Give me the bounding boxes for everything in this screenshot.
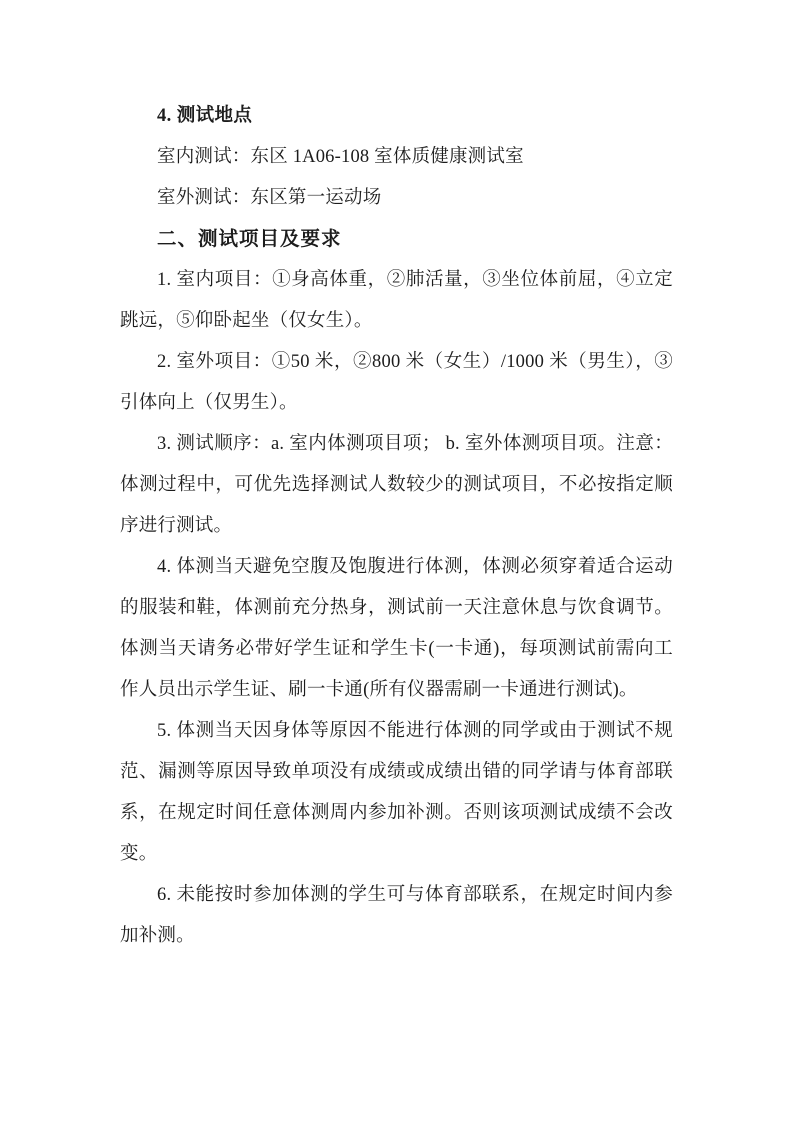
paragraph-test-day-notes: 4. 体测当天避免空腹及饱腹进行体测，体测必须穿着适合运动的服装和鞋，体测前充分热身，测试前一天注意休息与饮食调节。体测当天请务必带好学生证和学生卡(一卡通)，每项测试前需向工作人员出示学生证、刷一卡通(所有仪器需刷一卡通进行测试)。 <box>120 557 673 700</box>
section-heading-test-items: 二、测试项目及要求 <box>157 229 342 250</box>
paragraph-indoor-location: 室内测试：东区 1A06-108 室体质健康测试室 <box>157 147 524 167</box>
paragraph-outdoor-items: 2. 室外项目：①50 米，②800 米（女生）/1000 米（男生），③引体向上（仅男生）。 <box>120 352 673 413</box>
paragraph-outdoor-location: 室外测试：东区第一运动场 <box>157 188 382 208</box>
paragraph-makeup-test: 5. 体测当天因身体等原因不能进行体测的同学或由于测试不规范、漏测等原因导致单项没有成绩或成绩出错的同学请与体育部联系，在规定时间任意体测周内参加补测。否则该项测试成绩不会改变。 <box>120 721 673 864</box>
document-body <box>120 96 673 957</box>
paragraph-test-order: 3. 测试顺序：a. 室内体测项目项； b. 室外体测项目项。注意：体测过程中，可优先选择测试人数较少的测试项目，不必按指定顺序进行测试。 <box>120 434 673 536</box>
paragraph-indoor-items: 1. 室内项目：①身高体重，②肺活量，③坐位体前屈，④立定跳远，⑤仰卧起坐（仅女生）。 <box>120 270 673 331</box>
paragraph-missed-test: 6. 未能按时参加体测的学生可与体育部联系，在规定时间内参加补测。 <box>120 885 673 946</box>
section-heading-test-location: 4. 测试地点 <box>157 106 253 126</box>
